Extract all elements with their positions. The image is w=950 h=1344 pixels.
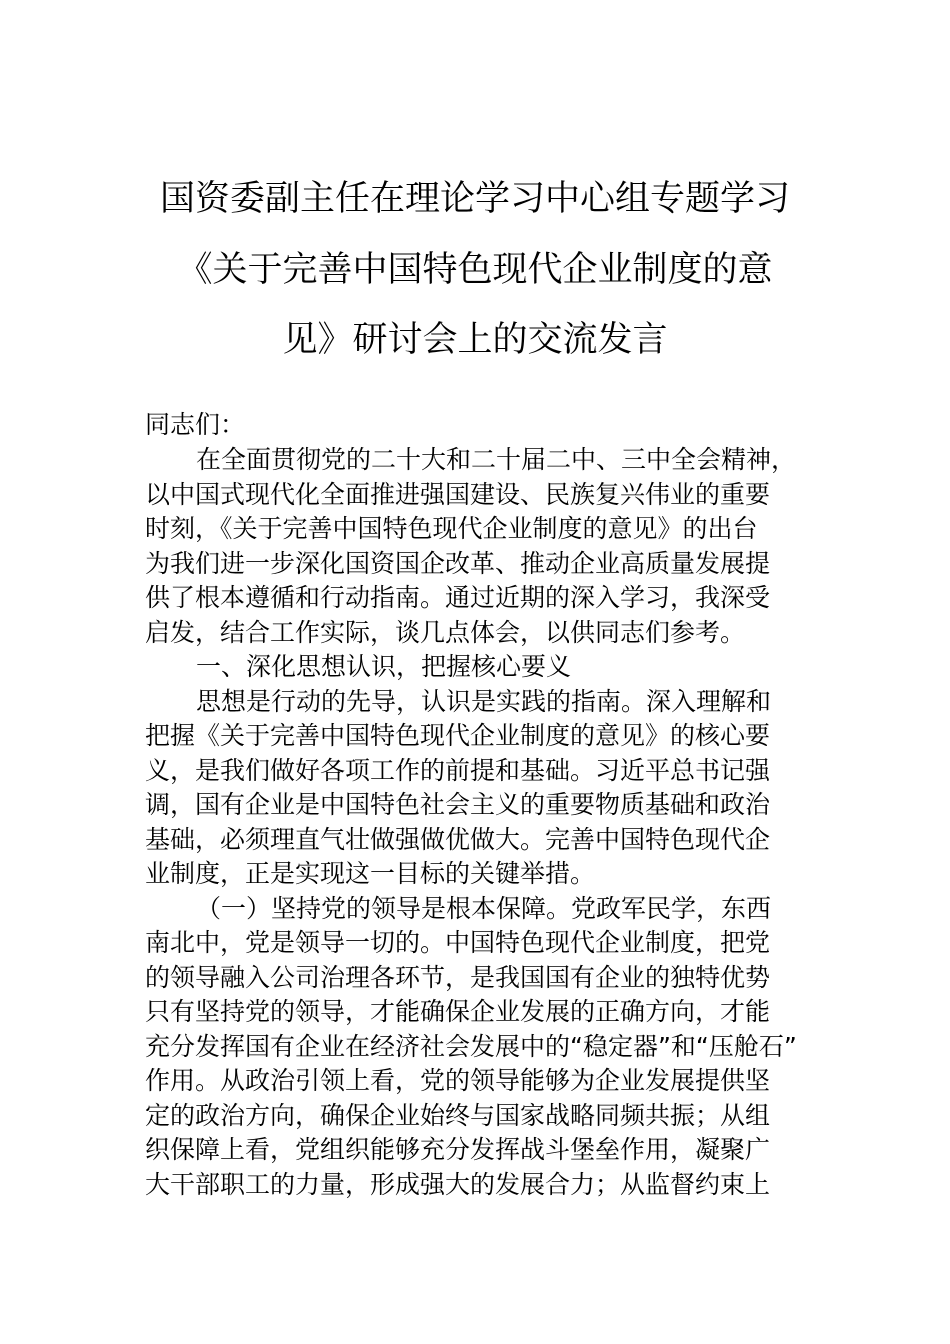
body-line: 把握《关于完善中国特色现代企业制度的意见》的核心要 [145, 721, 771, 750]
body-line: 作用。从政治引领上看，党的领导能够为企业发展提供坚 [145, 1066, 771, 1095]
body-line: 为我们进一步深化国资国企改革、推动企业高质量发展提 [145, 549, 771, 578]
document-title-line-2: 《关于完善中国特色现代企业制度的意 [177, 250, 773, 290]
body-line: 时刻，《关于完善中国特色现代企业制度的意见》的出台 [145, 514, 758, 543]
body-line: 在全面贯彻党的二十大和二十届二中、三中全会精神， [196, 445, 797, 474]
body-line: 业制度，正是实现这一目标的关键举措。 [145, 859, 596, 888]
body-line: 基础，必须理直气壮做强做优做大。完善中国特色现代企 [145, 825, 771, 854]
body-line: 以中国式现代化全面推进强国建设、民族复兴伟业的重要 [145, 480, 771, 509]
body-line: 只有坚持党的领导，才能确保企业发展的正确方向，才能 [145, 997, 771, 1026]
body-line: 大干部职工的力量，形成强大的发展合力；从监督约束上 [145, 1170, 771, 1199]
body-line: 思想是行动的先导，认识是实践的指南。深入理解和 [196, 687, 772, 716]
document-title-line-3: 见》研讨会上的交流发言 [282, 320, 668, 360]
salutation: 同志们： [145, 410, 246, 439]
document-title-line-1: 国资委副主任在理论学习中心组专题学习 [159, 179, 790, 219]
body-line: （一）坚持党的领导是根本保障。党政军民学，东西 [196, 894, 772, 923]
body-line: 的领导融入公司治理各环节，是我国国有企业的独特优势 [145, 963, 771, 992]
body-line: 供了根本遵循和行动指南。通过近期的深入学习，我深受 [145, 583, 771, 612]
section-heading: 一、深化思想认识，把握核心要义 [196, 652, 572, 681]
body-line: 充分发挥国有企业在经济社会发展中的“稳定器”和“压舱石” [145, 1032, 797, 1061]
body-line: 调，国有企业是中国特色社会主义的重要物质基础和政治 [145, 790, 771, 819]
body-line: 启发，结合工作实际，谈几点体会，以供同志们参考。 [145, 618, 746, 647]
body-line: 定的政治方向，确保企业始终与国家战略同频共振；从组 [145, 1101, 771, 1130]
body-line: 义，是我们做好各项工作的前提和基础。习近平总书记强 [145, 756, 771, 785]
body-line: 南北中，党是领导一切的。中国特色现代企业制度，把党 [145, 928, 771, 957]
body-line: 织保障上看，党组织能够充分发挥战斗堡垒作用，凝聚广 [145, 1135, 771, 1164]
